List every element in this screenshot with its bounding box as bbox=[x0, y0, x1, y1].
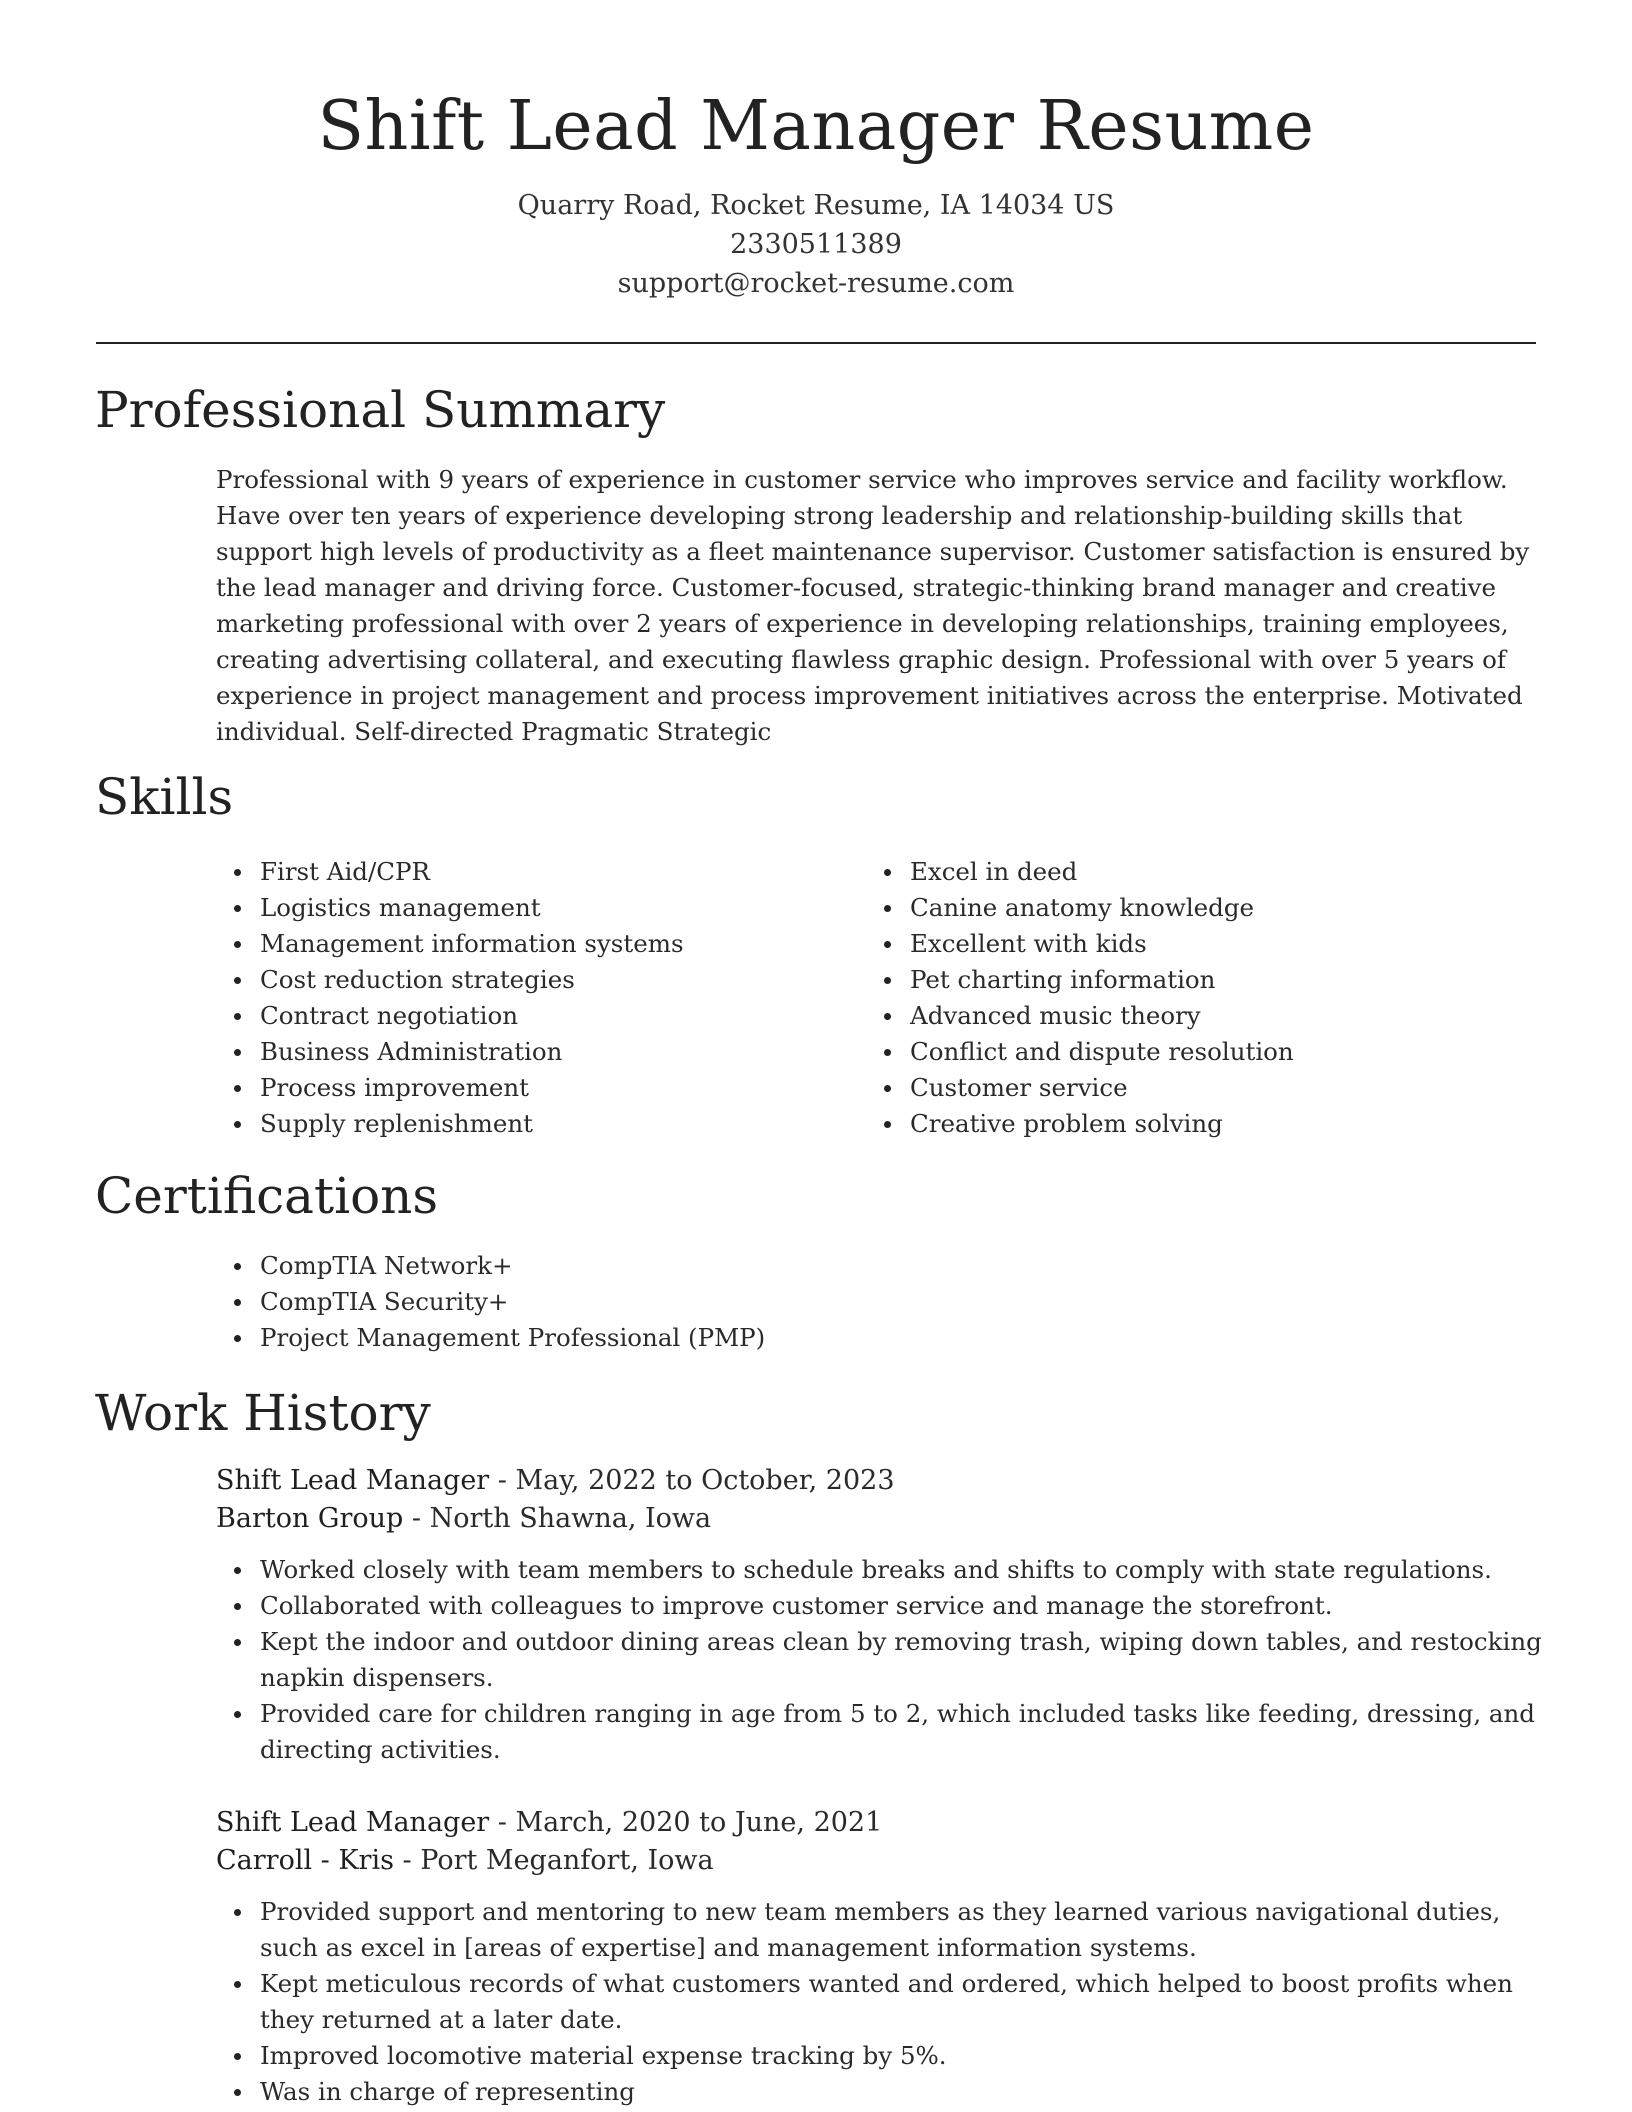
skill-item: Conflict and dispute resolution bbox=[866, 1034, 1506, 1070]
job-duties bbox=[216, 1894, 1546, 2110]
skill-item: Creative problem solving bbox=[866, 1106, 1506, 1142]
job-location: North Shawna, Iowa bbox=[429, 1503, 712, 1534]
job-duty: Was in charge of representing bbox=[216, 2074, 1546, 2110]
job-duty: Provided care for children ranging in age from 5 to 2, which included tasks like feeding, dressing, and directing activities. bbox=[216, 1696, 1546, 1768]
section-heading-work-history: Work History bbox=[95, 1384, 431, 1442]
separator: - bbox=[489, 1807, 516, 1838]
contact-address: Quarry Road, Rocket Resume, IA 14034 US bbox=[517, 190, 1115, 221]
skill-item: Logistics management bbox=[216, 890, 816, 926]
section-heading-skills: Skills bbox=[95, 768, 234, 826]
job-entry bbox=[216, 1462, 1546, 1768]
skill-item: Excel in deed bbox=[866, 854, 1506, 890]
skill-item: Contract negotiation bbox=[216, 998, 816, 1034]
job-duties bbox=[216, 1552, 1546, 1768]
resume-header bbox=[0, 82, 1632, 303]
job-duty: Kept the indoor and outdoor dining areas clean by removing trash, wiping down tables, and restocking napkin dispensers. bbox=[216, 1624, 1546, 1696]
job-company: Carroll - Kris bbox=[216, 1845, 394, 1876]
separator: - bbox=[403, 1503, 430, 1534]
skills-list-right bbox=[866, 854, 1506, 1142]
contact-phone: 2330511389 bbox=[730, 229, 902, 260]
page-title: Shift Lead Manager Resume bbox=[317, 87, 1315, 166]
job-title-line bbox=[216, 1804, 1546, 1842]
job-company-line bbox=[216, 1842, 1546, 1880]
skill-item: Advanced music theory bbox=[866, 998, 1506, 1034]
skill-item: Business Administration bbox=[216, 1034, 816, 1070]
job-title: Shift Lead Manager bbox=[216, 1807, 490, 1838]
job-duty: Improved locomotive material expense tracking by 5%. bbox=[216, 2038, 1546, 2074]
skill-item: Cost reduction strategies bbox=[216, 962, 816, 998]
job-duty: Collaborated with colleagues to improve customer service and manage the storefront. bbox=[216, 1588, 1546, 1624]
summary-text: Professional with 9 years of experience in customer service who improves service and facility workflow. Have over ten years of experience developing strong leadership and relationship-building skills that support high levels of productivity as a fleet maintenance supervisor. Customer satisfaction is ensured by the lead manager and driving force. Customer-focused, strategic-thinking brand manager and creative marketing professional with over 2 years of experience in developing relationships, training employees, creating advertising collateral, and executing flawless graphic design. Professional with over 5 years of experience in project management and process improvement initiatives across the enterprise. Motivated individual. Self-directed Pragmatic Strategic bbox=[216, 465, 1530, 746]
job-title-line bbox=[216, 1462, 1546, 1500]
job-location: Port Meganfort, Iowa bbox=[420, 1845, 714, 1876]
contact-email: support@rocket-resume.com bbox=[617, 268, 1015, 299]
job-title: Shift Lead Manager bbox=[216, 1465, 490, 1496]
certification-item: Project Management Professional (PMP) bbox=[216, 1320, 1516, 1356]
skills-list-left bbox=[216, 854, 816, 1142]
job-dates: May, 2022 to October, 2023 bbox=[515, 1465, 895, 1496]
job-dates: March, 2020 to June, 2021 bbox=[515, 1807, 883, 1838]
job-duty: Worked closely with team members to schedule breaks and shifts to comply with state regulations. bbox=[216, 1552, 1546, 1588]
skill-item: Pet charting information bbox=[866, 962, 1506, 998]
section-heading-summary: Professional Summary bbox=[95, 381, 666, 439]
skill-item: Management information systems bbox=[216, 926, 816, 962]
skill-item: Customer service bbox=[866, 1070, 1506, 1106]
job-entry bbox=[216, 1804, 1546, 2110]
skill-item: First Aid/CPR bbox=[216, 854, 816, 890]
separator: - bbox=[393, 1845, 421, 1876]
section-heading-certifications: Certifications bbox=[95, 1167, 439, 1225]
skill-item: Excellent with kids bbox=[866, 926, 1506, 962]
header-divider bbox=[96, 342, 1536, 344]
skill-item: Supply replenishment bbox=[216, 1106, 816, 1142]
certification-item: CompTIA Network+ bbox=[216, 1248, 1516, 1284]
job-company-line bbox=[216, 1500, 1546, 1538]
skill-item: Process improvement bbox=[216, 1070, 816, 1106]
job-duty: Kept meticulous records of what customers wanted and ordered, which helped to boost profits when they returned at a later date. bbox=[216, 1966, 1546, 2038]
certifications-list bbox=[216, 1248, 1516, 1356]
skill-item: Canine anatomy knowledge bbox=[866, 890, 1506, 926]
certification-item: CompTIA Security+ bbox=[216, 1284, 1516, 1320]
job-duty: Provided support and mentoring to new team members as they learned various navigational duties, such as excel in [areas of expertise] and management information systems. bbox=[216, 1894, 1546, 1966]
job-company: Barton Group bbox=[216, 1503, 404, 1534]
separator: - bbox=[489, 1465, 516, 1496]
